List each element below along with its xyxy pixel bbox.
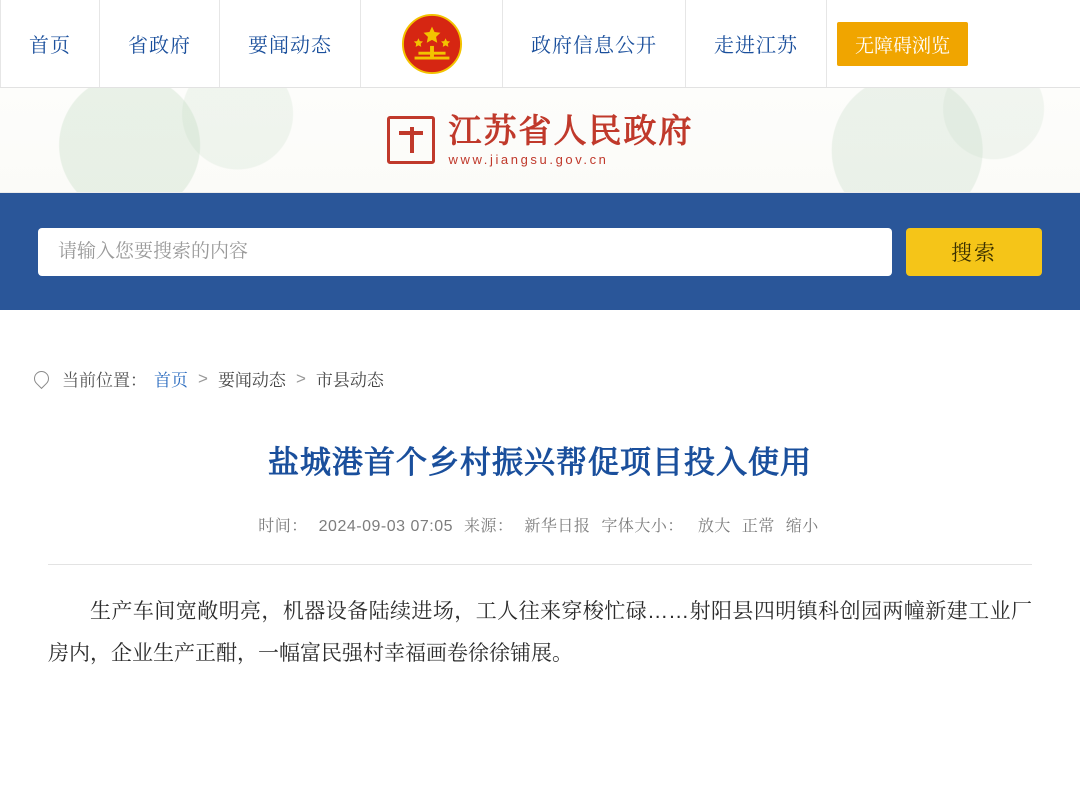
nav-item-label: 政府信息公开 xyxy=(531,35,657,57)
breadcrumb-link-news[interactable]: 要闻动态 xyxy=(217,371,286,390)
site-url: www.jiangsu.gov.cn xyxy=(448,151,609,167)
fontsize-large-button[interactable]: 放大 xyxy=(697,518,731,536)
fontsize-label: 字体大小： xyxy=(601,518,684,536)
breadcrumb-label: 当前位置： xyxy=(62,371,147,390)
time-value: 2024-09-03 07:05 xyxy=(318,518,453,536)
time-label: 时间： xyxy=(258,518,308,536)
article-meta xyxy=(30,513,1050,536)
nav-item-label: 走进江苏 xyxy=(714,35,798,57)
breadcrumb-separator: > xyxy=(295,368,306,388)
breadcrumb-link-home[interactable]: 首页 xyxy=(154,371,188,390)
search-input[interactable] xyxy=(38,228,892,276)
site-title: 江苏省人民政府 xyxy=(448,111,694,149)
top-navigation xyxy=(0,0,1080,88)
source-label: 来源： xyxy=(463,518,514,536)
breadcrumb-separator: > xyxy=(198,368,208,388)
source-value: 新华日报 xyxy=(524,518,591,536)
accessible-browsing-label: 无障碍浏览 xyxy=(855,35,951,57)
search-button[interactable]: 搜索 xyxy=(906,228,1042,276)
page-title: 盐城港首个乡村振兴帮促项目投入使用 xyxy=(268,445,812,480)
brand-text xyxy=(448,111,694,167)
location-pin-icon xyxy=(31,368,52,389)
national-emblem-icon xyxy=(401,13,463,75)
nav-item-label: 首页 xyxy=(29,35,71,57)
breadcrumb xyxy=(30,310,1050,391)
fontsize-small-button[interactable]: 缩小 xyxy=(785,518,819,536)
fontsize-normal-button[interactable]: 正常 xyxy=(741,518,775,536)
nav-spacer xyxy=(990,0,1080,87)
accessible-browsing-button[interactable] xyxy=(837,22,968,66)
nav-item-news[interactable] xyxy=(220,0,361,87)
nav-item-government-info[interactable] xyxy=(503,0,686,87)
search-bar xyxy=(0,193,1080,310)
main-content xyxy=(0,310,1080,675)
nav-item-label: 省政府 xyxy=(128,35,191,57)
breadcrumb-current: 市县动态 xyxy=(315,371,384,390)
site-brand[interactable] xyxy=(387,111,694,167)
nav-item-label: 要闻动态 xyxy=(248,35,332,57)
jiangsu-seal-icon xyxy=(387,116,435,164)
national-emblem-cell[interactable] xyxy=(361,0,503,87)
nav-item-provincial-government[interactable] xyxy=(100,0,220,87)
nav-item-about-jiangsu[interactable] xyxy=(686,0,827,87)
nav-item-home[interactable] xyxy=(0,0,100,87)
brand-band xyxy=(0,88,1080,193)
article-paragraph: 生产车间宽敞明亮，机器设备陆续进场，工人往来穿梭忙碌……射阳县四明镇科创园两幢新建工业厂房内，企业生产正酣，一幅富民强村幸福画卷徐徐铺展。 xyxy=(48,600,1032,666)
